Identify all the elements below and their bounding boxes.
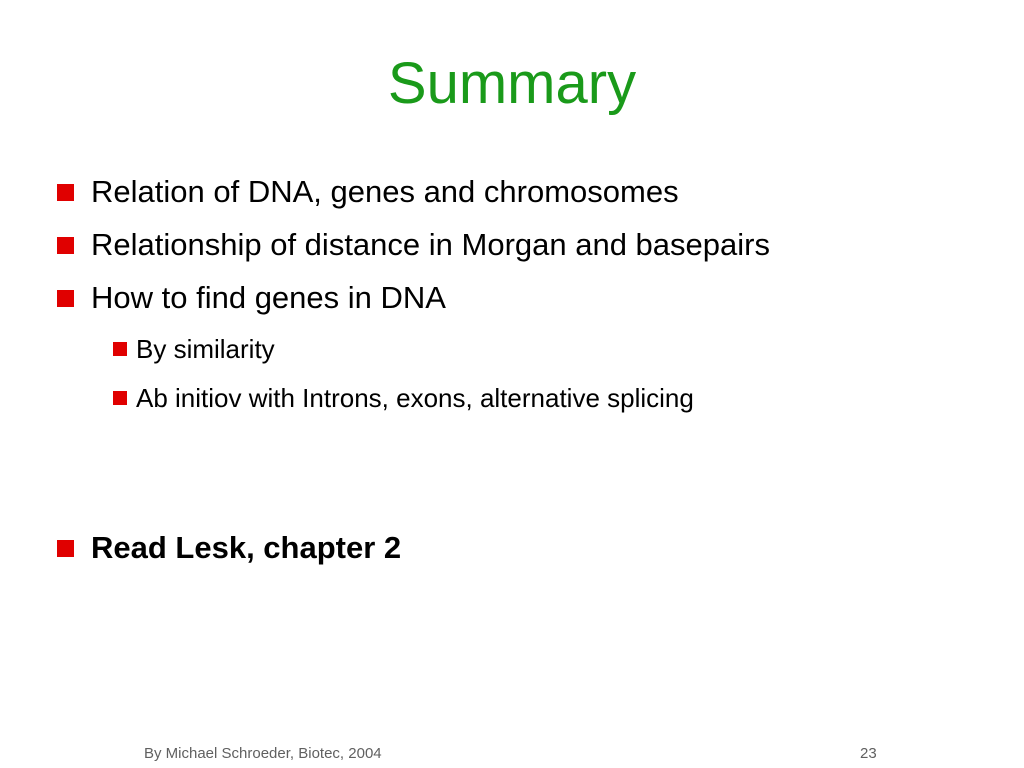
square-bullet-icon bbox=[57, 184, 74, 201]
bullet-text: Read Lesk, chapter 2 bbox=[91, 530, 402, 565]
square-bullet-icon bbox=[57, 237, 74, 254]
footer-author: By Michael Schroeder, Biotec, 2004 bbox=[144, 745, 382, 762]
bullet-item bbox=[57, 225, 770, 265]
sub-bullet-text: By similarity bbox=[136, 334, 275, 364]
sub-bullet-text: Ab initiov with Introns, exons, alternative splicing bbox=[136, 383, 694, 413]
bullet-text: Relationship of distance in Morgan and basepairs bbox=[91, 227, 770, 262]
square-bullet-icon bbox=[57, 290, 74, 307]
sub-bullet-item bbox=[113, 332, 275, 366]
footer-page-number: 23 bbox=[860, 745, 877, 762]
bullet-item bbox=[57, 172, 679, 212]
bullet-text: How to find genes in DNA bbox=[91, 280, 446, 315]
slide-title: Summary bbox=[387, 51, 637, 116]
square-bullet-icon bbox=[113, 342, 127, 356]
square-bullet-icon bbox=[113, 391, 127, 405]
sub-bullet-item bbox=[113, 381, 694, 415]
bullet-item bbox=[57, 528, 401, 568]
bullet-item bbox=[57, 278, 446, 318]
bullet-text: Relation of DNA, genes and chromosomes bbox=[91, 174, 679, 209]
square-bullet-icon bbox=[57, 540, 74, 557]
